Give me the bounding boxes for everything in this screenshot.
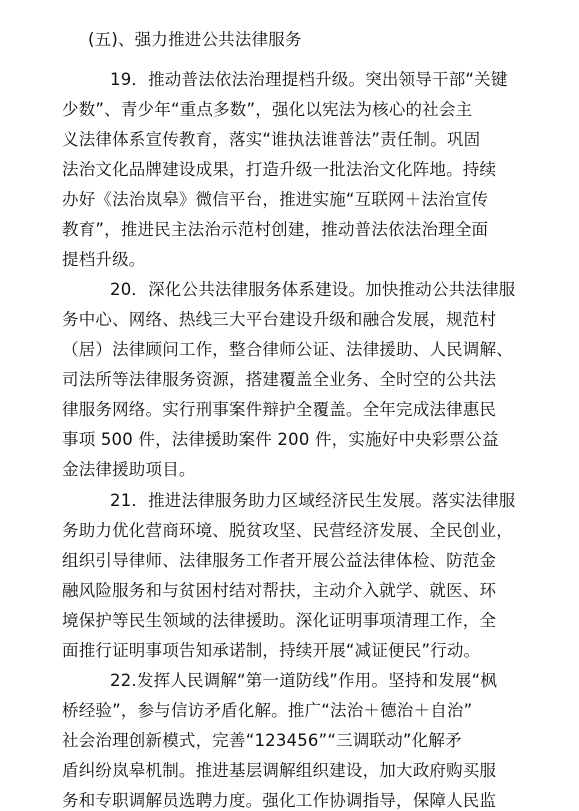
paragraph-19-line-1: 19．推动普法依法治理提档升级。突出领导干部“关键	[110, 70, 508, 89]
paragraph-19-line-2: 少数”、青少年“重点多数”，强化以宪法为核心的社会主	[62, 100, 473, 119]
paragraph-21-line-3: 组织引导律师、法律服务工作者开展公益法律体检、防范金	[62, 551, 497, 570]
paragraph-22-line-4: 盾纠纷岚皋机制。推进基层调解组织建设，加大政府购买服	[62, 761, 497, 780]
paragraph-19-line-3: 义法律体系宣传教育，落实“谁执法谁普法”责任制。巩固	[62, 130, 481, 149]
paragraph-20-line-2: 务中心、网络、热线三大平台建设升级和融合发展，规范村	[62, 310, 497, 329]
paragraph-21-line-5: 境保护等民生领域的法律援助。深化证明事项清理工作，全	[62, 611, 497, 630]
paragraph-20-line-4: 司法所等法律服务资源，搭建覆盖全业务、全时空的公共法	[62, 370, 497, 389]
paragraph-19-line-6: 教育”，推进民主法治示范村创建，推动普法依法治理全面	[62, 220, 489, 239]
paragraph-19-line-4: 法治文化品牌建设成果，打造升级一批法治文化阵地。持续	[62, 160, 497, 179]
paragraph-22-line-2: 桥经验”，参与信访矛盾化解。推广“法治＋德治＋自治”	[62, 701, 473, 720]
paragraph-21-line-2: 务助力优化营商环境、脱贫攻坚、民营经济发展、全民创业，	[62, 521, 513, 540]
paragraph-20-line-7: 金法律援助项目。	[62, 460, 196, 479]
paragraph-20-line-1: 20．深化公共法律服务体系建设。加快推动公共法律服	[110, 280, 516, 299]
paragraph-20-line-3: （居）法律顾问工作，整合律师公证、法律援助、人民调解、	[62, 340, 513, 359]
paragraph-19-line-7: 提档升级。	[62, 250, 146, 269]
paragraph-22-line-5: 务和专职调解员选聘力度。强化工作协调指导，保障人民监	[62, 791, 497, 810]
paragraph-20-line-5: 律服务网络。实行刑事案件辩护全覆盖。全年完成法律惠民	[62, 400, 497, 419]
paragraph-22-line-1: 22.发挥人民调解“第一道防线”作用。坚持和发展“枫	[110, 671, 498, 690]
section-heading: (五)、强力推进公共法律服务	[88, 30, 302, 49]
paragraph-21-line-1: 21．推进法律服务助力区域经济民生发展。落实法律服	[110, 491, 516, 510]
paragraph-20-line-6: 事项 500 件，法律援助案件 200 件，实施好中央彩票公益	[62, 430, 499, 449]
paragraph-19-line-5: 办好《法治岚皋》微信平台，推进实施“互联网＋法治宣传	[62, 190, 489, 209]
paragraph-21-line-4: 融风险服务和与贫困村结对帮扶，主动介入就学、就医、环	[62, 581, 497, 600]
paragraph-21-line-6: 面推行证明事项告知承诺制，持续开展“减证便民”行动。	[62, 641, 481, 660]
paragraph-22-line-3: 社会治理创新模式，完善“123456”“三调联动”化解矛	[62, 731, 462, 750]
